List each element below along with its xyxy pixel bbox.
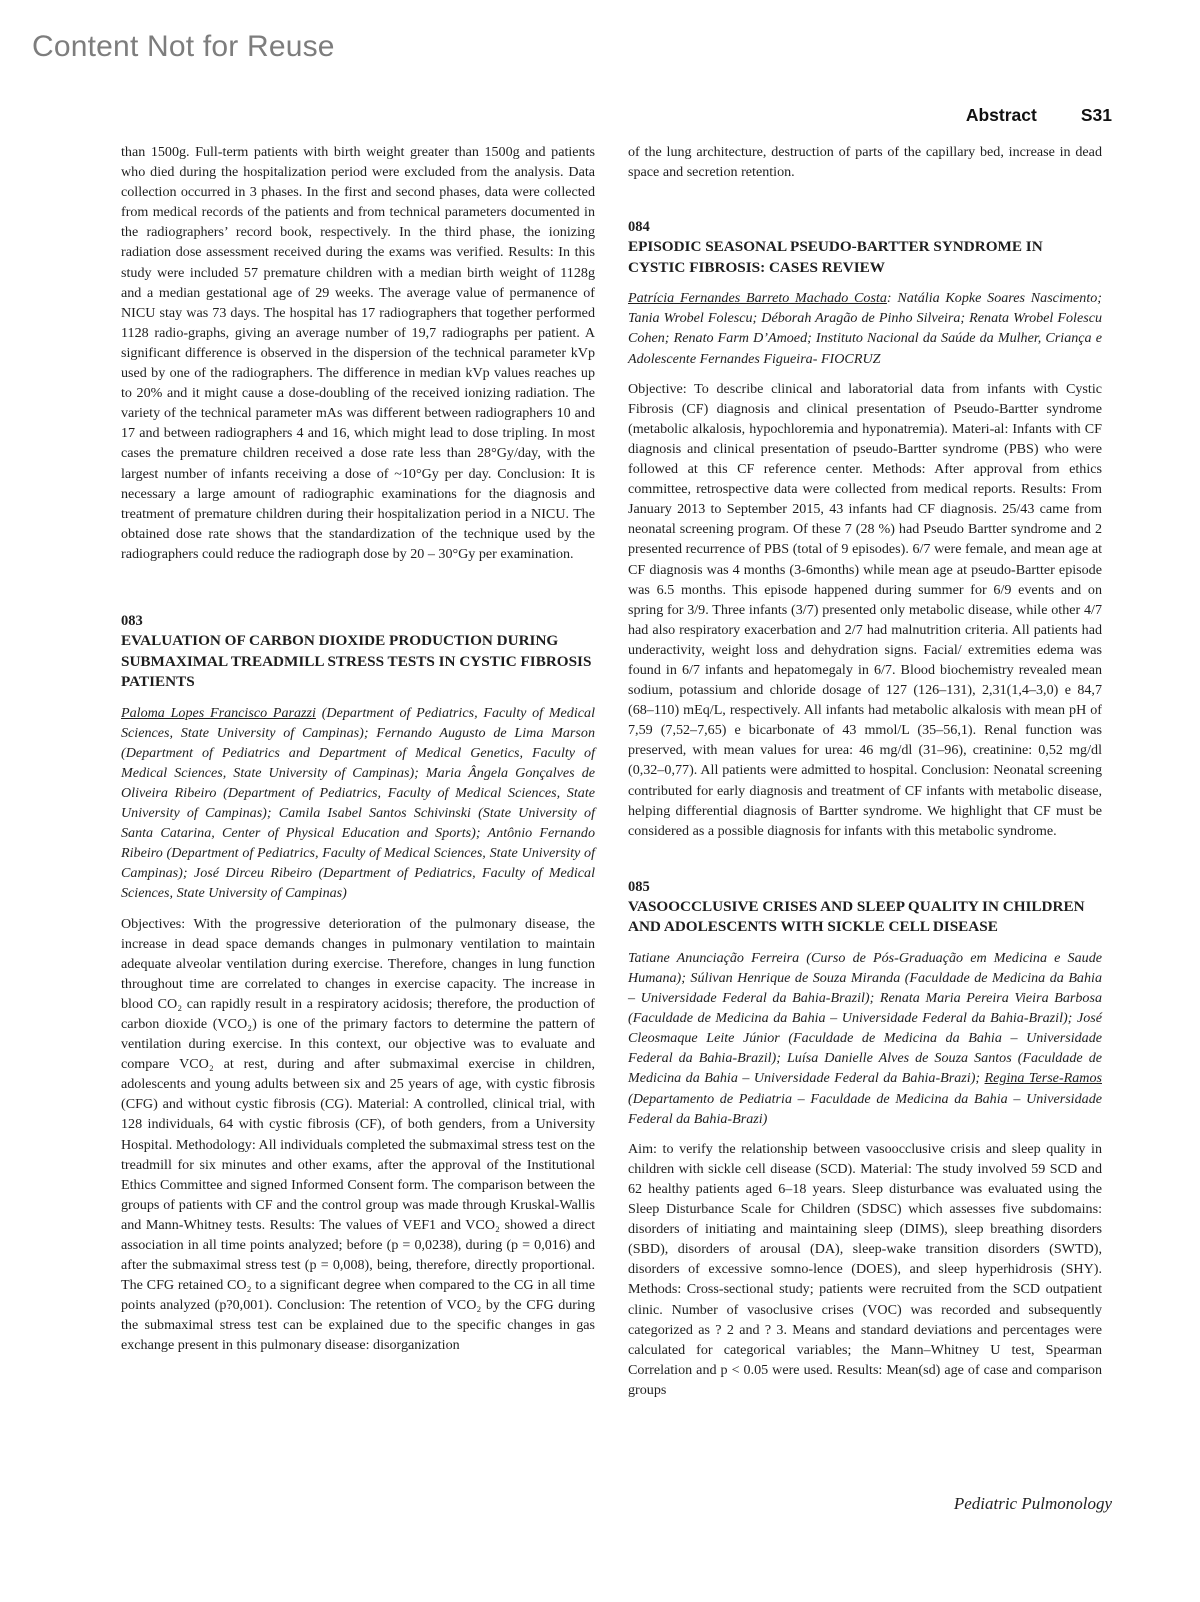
presenting-author: Paloma Lopes Francisco Parazzi <box>121 704 316 721</box>
author-list <box>628 288 1102 368</box>
watermark: Content Not for Reuse <box>32 30 335 63</box>
abstract-number: 085 <box>628 878 650 895</box>
continuation-text: than 1500g. Full-term patients with birth weight greater than 1500g and patients who died during the hospitalization period were excluded from the analysis. Data collection occurred in 3 phases. In the first and second phases, data were collected from medical records of the patients and from technical parameters documented in the radiographers’ record book, respectively. In the third phase, the ionizing radiation dose assessment received during the exams was verified. Results: In this study were included 57 premature children with a median birth weight of 1128g and a median gestational age of 29 weeks. The average value of permanence of NICU stay was 73 days. The hospital has 17 radiographers that together performed 1128 radio-graphs, giving an average number of 19,7 radiographs per patient. A significant difference is observed in the dispersion of the technical parameter kVp used by one of the radiographers. The difference in median kVp values reaches up to 20% and it might cause a dose-doubling of the received ionizing radiation. The variety of the technical parameter mAs was different between radiographers 10 and 17 and between radiographers 4 and 16, which might lead to dose tripling. In most cases the premature children received a dose rate less than 28°Gy/day, with the largest number of infants receiving a dose of ~10°Gy per day. Conclusion: It is necessary a large amount of radiographic examinations for the diagnosis and treatment of premature children during their hospitalization period in a NICU. The obtained dose rate shows that the standardization of the technique used by the radiographers could reduce the radiograph dose by 20 – 30°Gy per examination. <box>121 144 595 562</box>
section-label: Abstract <box>965 105 1037 125</box>
continuation-text: of the lung architecture, destruction of parts of the capillary bed, increase in dead space and secretion retention. <box>628 144 1102 181</box>
presenting-author: Regina Terse-Ramos <box>984 1070 1102 1087</box>
author-list <box>121 703 595 904</box>
abstract-body: Aim: to verify the relationship between vasoocclusive crisis and sleep quality in children with sickle cell disease (SCD). Material: The study involved 59 SCD and 62 healthy patients aged 6–18 years. Sleep disturbance was evaluated using the Sleep Disturbance Scale for Children (SDSC) which assesses five subdomains: disorders of initiating and maintaining sleep (DIMS), sleep breathing disorders (SBD), disorders of arousal (DA), sleep-wake transition disorders (SWTD), disorders of excessive somno-lence (DOES), and sleep hyperhidrosis (SHY). Methods: Cross-sectional study; patients were recruited from the SCD outpatient clinic. Number of vasoclusive crises (VOC) was recorded and subsequently categorized as ? 2 and ? 3. Means and standard deviations and percentages were calculated for categorical variables; the Mann–Whitney U test, Spearman Correlation and p < 0.05 were used. Results: Mean(sd) age of case and comparison groups <box>628 1140 1102 1398</box>
left-column <box>121 142 595 1356</box>
author-list <box>628 948 1102 1129</box>
author-affiliations: (Department of Pediatrics, Faculty of Medical Sciences, State University of Campinas); Fernando Augusto de Lima Marson (Department of Pediatrics and Department of Medical Genetics, Faculty of Medical Sciences, State University of Campinas); Maria Ângela Gonçalves de Oliveira Ribeiro (Department of Pediatrics, Faculty of Medical Sciences, State University of Campinas); Camila Isabel Santos Schivinski (State University of Santa Catarina, Center of Physical Education and Sports); Antônio Fernando Ribeiro (Department of Pediatrics, Faculty of Medical Sciences, State University of Campinas); José Dirceu Ribeiro (Department of Pediatrics, Faculty of Medical Sciences, State University of Campinas) <box>121 704 595 902</box>
abstract-title: EVALUATION OF CARBON DIOXIDE PRODUCTION DURING SUBMAXIMAL TREADMILL STRESS TESTS IN CYSTIC FIBROSIS PATIENTS <box>121 632 592 691</box>
presenting-author: Patrícia Fernandes Barreto Machado Costa <box>628 290 887 307</box>
page-number: S31 <box>1080 105 1112 125</box>
abstract-body: Objectives: With the progressive deterioration of the pulmonary disease, the increase in dead space demands changes in pulmonary ventilation to maintain adequate alveolar ventilation during exercise. Therefore, changes in lung function throughout time are correlated to changes in exercise capacity. The increase in blood CO₂ can rapidly result in a respiratory acidosis; therefore, the production of carbon dioxide (VCO₂) is one of the primary factors to determine the pattern of ventilation during exercise. In this context, our objective was to evaluate and compare VCO₂ at rest, during and after submaximal exercise in children, adolescents and young adults between six and 25 years of age, with cystic fibrosis (CFG) and without cystic fibrosis (CG). Material: A controlled, clinical trial, with 128 individuals, 64 with cystic fibrosis (CF), of both genders, from a University Hospital. Methodology: All individuals completed the submaximal stress test on the treadmill for six minutes and other exams, after the approval of the Institutional Ethics Committee and signed Informed Consent form. The comparison between the groups of patients with CF and the control group was made through Kruskal-Wallis and Mann-Whitney tests. Results: The values of VEF1 and VCO₂ showed a direct association in all time points analyzed; before (p = 0,0238), during (p = 0,016) and after the submaximal stress test (p = 0,008), being, therefore, directly proportional. The CFG retained CO₂ to a significant degree when compared to the CG in all time points analyzed (p?0,001). Conclusion: The retention of VCO₂ by the CFG during the submaximal stress test can be explained due to the specific changes in gas exchange present in this pulmonary disease: disorganization <box>121 915 595 1354</box>
abstract-title: VASOOCCLUSIVE CRISES AND SLEEP QUALITY IN CHILDREN AND ADOLESCENTS WITH SICKLE CELL DISEASE <box>628 897 1085 936</box>
running-head <box>966 105 1112 126</box>
abstract-number: 083 <box>121 612 143 629</box>
abstract-number: 084 <box>628 219 650 236</box>
author-affiliations: : Natália Kopke Soares Nascimento; Tania Wrobel Folescu; Déborah Aragão de Pinho Silveira; Renata Wrobel Folescu Cohen; Renato Farm D’Amoed; Instituto Nacional da Saúde da Mulher, Criança e Adolescente Fernandes Figueira- FIOCRUZ <box>628 290 1102 367</box>
abstract-title: EPISODIC SEASONAL PSEUDO-BARTTER SYNDROME IN CYSTIC FIBROSIS: CASES REVIEW <box>628 238 1043 276</box>
right-column <box>628 142 1102 1400</box>
author-affiliations: Tatiane Anunciação Ferreira (Curso de Pós-Graduação em Medicina e Saude Humana); Súlivan Henrique de Souza Miranda (Faculdade de Medicina da Bahia – Universidade Federal da Bahia-Brazil); Renata Maria Pereira Vieira Barbosa (Faculdade de Medicina da Bahia – Universidade Federal da Bahia-Brazil); José Cleosmaque Leite Júnior (Faculdade de Medicina da Bahia – Universidade Federal da Bahia-Brazil); Luísa Danielle Alves de Souza Santos (Faculdade de Medicina da Bahia – Universidade Federal da Bahia-Brazi); <box>628 949 1102 1087</box>
abstract-body: Objective: To describe clinical and laboratorial data from infants with Cystic Fibrosis (CF) diagnosis and clinical presentation of Pseudo-Bartter syndrome (metabolic alkalosis, hypochloremia and hyponatremia). Materi-al: Infants with CF diagnosis and clinical presentation of pseudo-Bartter syndrome (PBS) who were followed at this CF reference center. Methods: After approval from ethics committee, retrospective data were collected from medical reports. Results: From January 2013 to September 2015, 43 infants had CF diagnosis. 25/43 came from neonatal screening program. Of these 7 (28 %) had Pseudo Bartter syndrome and 2 presented recurrence of PBS (total of 9 episodes). 6/7 were female, and mean age at CF diagnosis was 4 months (3-6months) while mean age at pseudo-Bartter episode was 6.5 months. This episode happened during summer for 6/9 events and on spring for 3/9. Three infants (3/7) presented only metabolic disease, while other 4/7 had also respiratory exacerbation and 2/7 had malnutrition criteria. All patients had underactivity, weight loss and dehydration signs. Facial/ extremities edema was found in 6/7 infants and hepatomegaly in 6/7. Blood biochemistry revealed mean sodium, potassium and chloride dosage of 127 (126–131), 2,31(1,4–3,0) e 84,7 (68–110) mEq/L, respectively. All infants had metabolic alkalosis with mean pH of 7,59 (7,52–7,65) e bicarbonate of 43 mmol/L (35–56,1). Renal function was preserved, with mean values for urea: 46 mg/dl (31–96), creatinine: 0,52 mg/dl (0,32–0,77). All patients were admitted to hospital. Conclusion: Neonatal screening contributed for early diagnosis and treatment of CF infants with metabolic disease, helping differential diagnosis of Bartter syndrome. We highlight that CF must be considered as a possible diagnosis for infants with this metabolic syndrome. <box>628 380 1102 839</box>
author-affiliations-tail: (Departamento de Pediatria – Faculdade de Medicina da Bahia – Universidade Federal da Bahia-Brazi) <box>628 1090 1102 1127</box>
journal-footer: Pediatric Pulmonology <box>953 1494 1112 1513</box>
